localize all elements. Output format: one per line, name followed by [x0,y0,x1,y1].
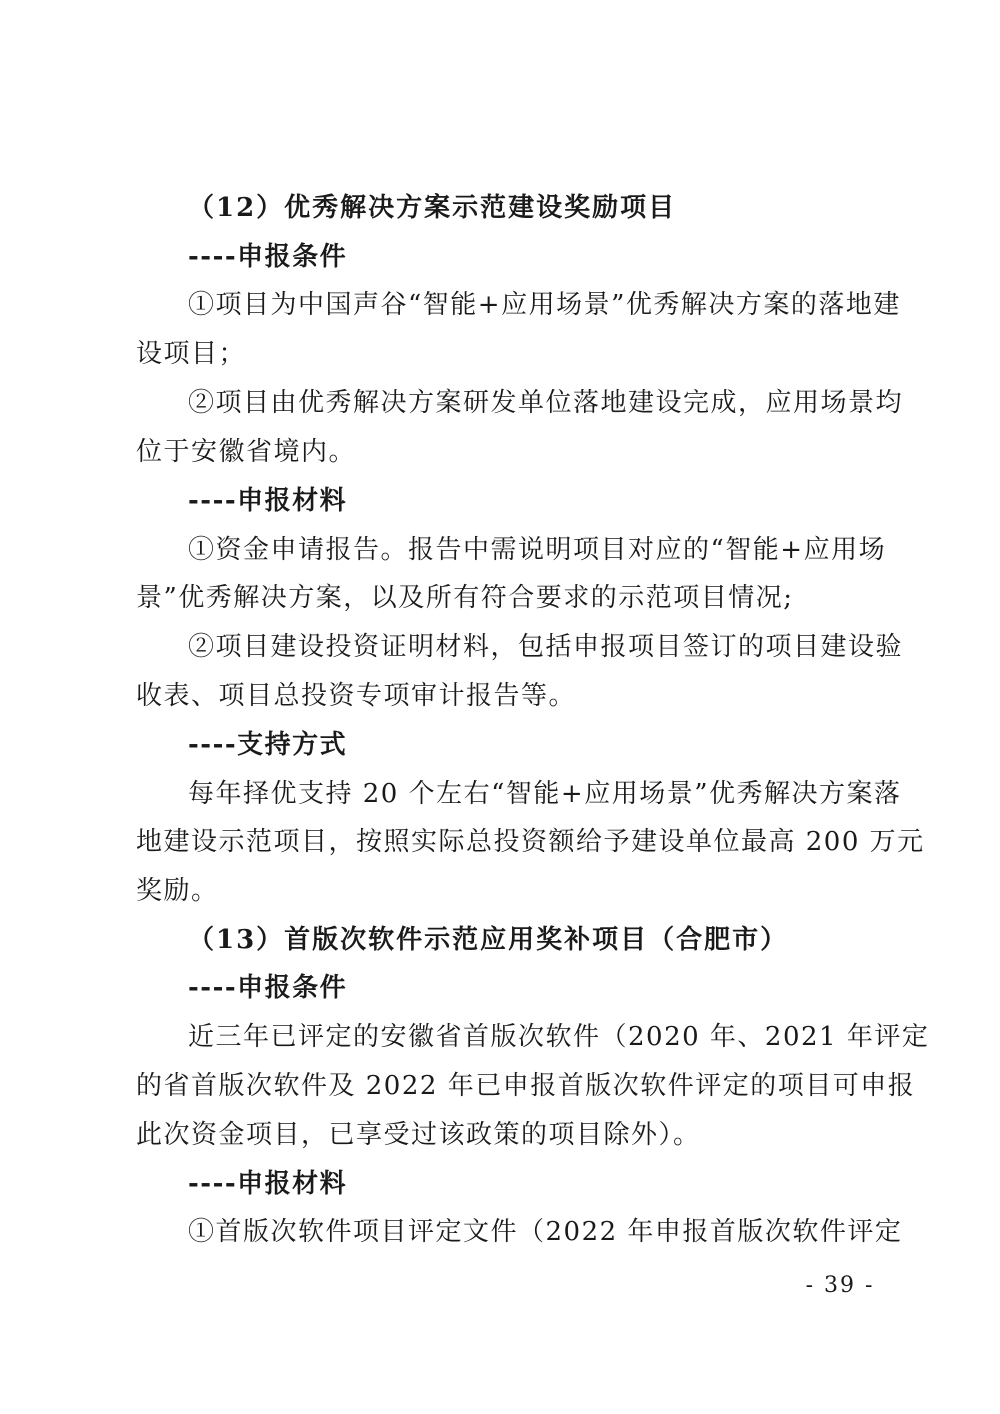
section-13-materials-label: ----申报材料 [188,1169,348,1199]
section-12-material-2-line-1: ②项目建设投资证明材料，包括申报项目签订的项目建设验 [188,632,904,662]
section-12-material-2-line-2: 收表、项目总投资专项审计报告等。 [136,681,577,711]
section-12-material-1-line-2: 景”优秀解决方案，以及所有符合要求的示范项目情况; [136,583,794,613]
section-12-condition-2-line-2: 位于安徽省境内。 [136,437,357,467]
section-13-condition-1-line-3: 此次资金项目，已享受过该政策的项目除外）。 [136,1120,701,1150]
page-number: - 39 - [805,1273,875,1298]
section-12-support-line-3: 奖励。 [136,876,219,906]
section-12-materials-label: ----申报材料 [188,486,348,516]
section-13-conditions-label: ----申报条件 [188,973,348,1003]
section-12-support-line-2: 地建设示范项目，按照实际总投资额给予建设单位最高 200 万元 [136,827,925,857]
section-13-condition-1-line-2: 的省首版次软件及 2022 年已申报首版次软件评定的项目可申报 [136,1071,916,1101]
section-12-material-1-line-1: ①资金申请报告。报告中需说明项目对应的“智能+应用场 [188,535,887,565]
section-12-condition-1-line-2: 设项目； [136,339,247,369]
section-12-conditions-label: ----申报条件 [188,242,348,272]
section-12-condition-2-line-1: ②项目由优秀解决方案研发单位落地建设完成，应用场景均 [188,388,904,418]
section-12-support-line-1: 每年择优支持 20 个左右“智能+应用场景”优秀解决方案落 [188,779,902,809]
section-13-material-1-line-1: ①首版次软件项目评定文件（2022 年申报首版次软件评定 [188,1217,903,1247]
section-13-condition-1-line-1: 近三年已评定的安徽省首版次软件（2020 年、2021 年评定 [188,1022,930,1052]
section-12-heading: （12）优秀解决方案示范建设奖励项目 [188,193,677,223]
section-12-condition-1-line-1: ①项目为中国声谷“智能+应用场景”优秀解决方案的落地建 [188,290,901,320]
section-13-heading: （13）首版次软件示范应用奖补项目（合肥市） [188,925,789,955]
section-12-support-label: ----支持方式 [188,730,348,760]
